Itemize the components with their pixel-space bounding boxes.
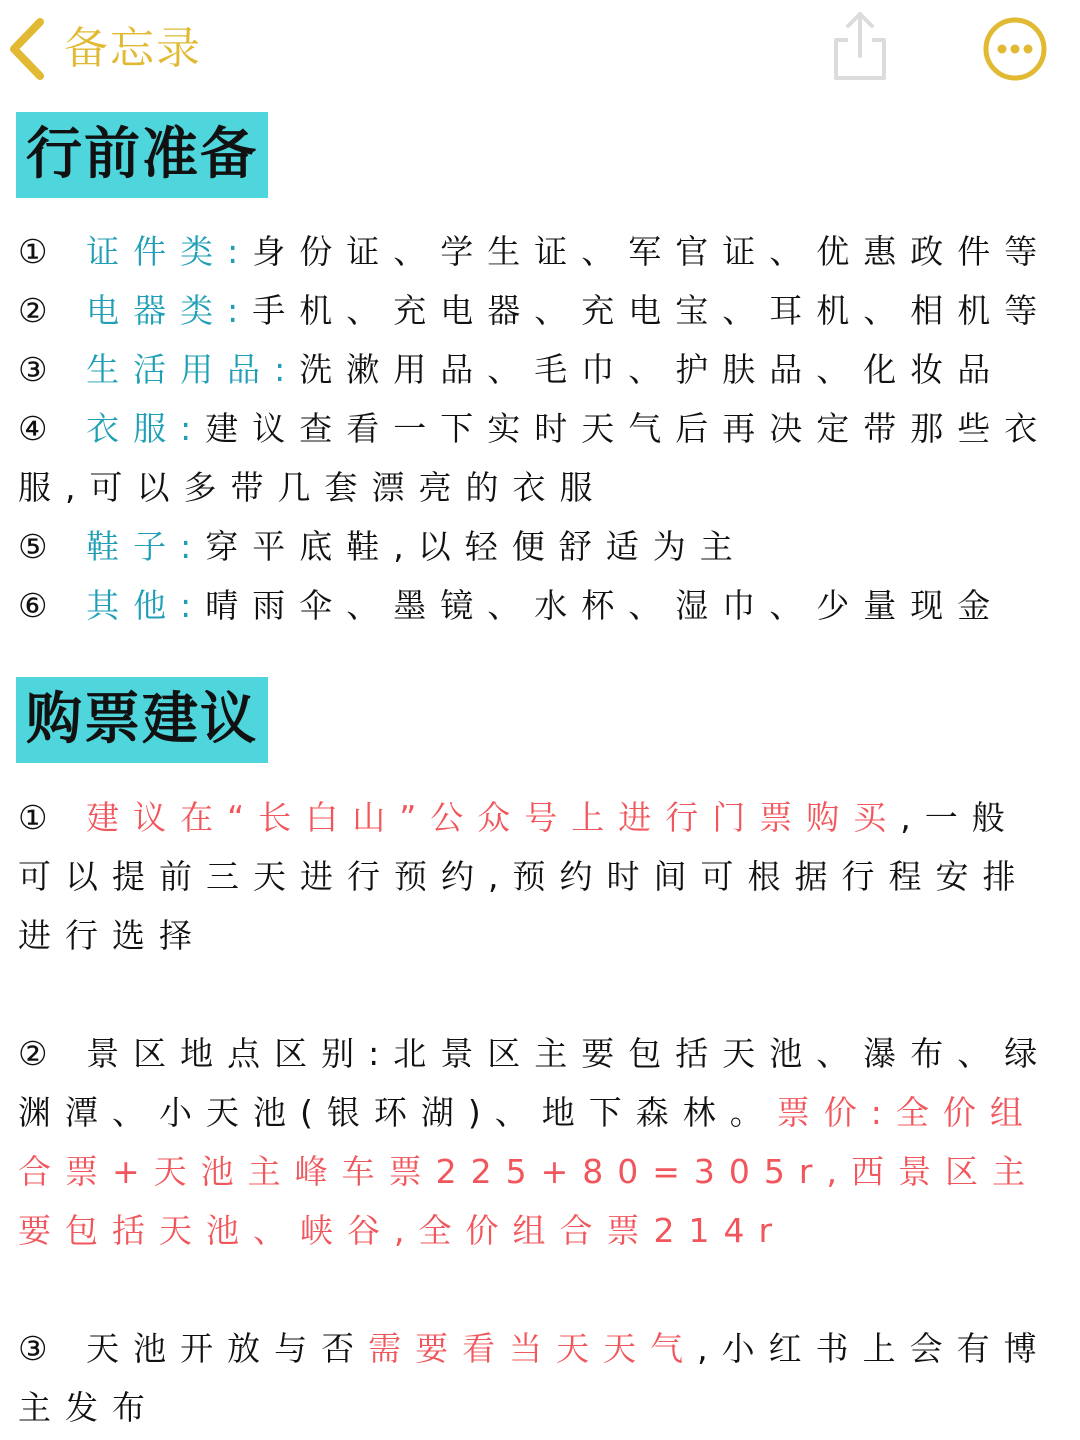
list-item — [18, 576, 1058, 635]
item-number: ① — [18, 232, 62, 271]
item-text: 手机、充电器、充电宝、耳机、相机等 — [252, 291, 1052, 330]
list-item — [18, 788, 1058, 965]
list-item — [18, 340, 1058, 399]
chevron-left-icon — [6, 16, 46, 82]
list-item — [18, 1319, 1058, 1437]
item-key: 证件类: — [86, 232, 253, 271]
ticket-tip-2 — [18, 1024, 1058, 1260]
item-highlight: 票价:全价组合票+天池主峰车票225+80=305r,西景区主要包括天池、峡谷,全价组合票214r — [18, 1093, 1039, 1250]
item-text: 身份证、学生证、军官证、优惠政件等 — [252, 232, 1052, 271]
item-number: ⑥ — [18, 586, 62, 625]
item-number: ② — [18, 1034, 62, 1073]
item-key: 衣服: — [86, 409, 206, 448]
list-item — [18, 281, 1058, 340]
share-icon — [828, 8, 892, 84]
list-item — [18, 222, 1058, 281]
share-button[interactable] — [828, 8, 892, 84]
nav-bar — [0, 0, 1080, 100]
item-number: ③ — [18, 350, 62, 389]
item-number: ① — [18, 798, 62, 837]
item-key: 鞋子: — [86, 527, 206, 566]
list-item — [18, 1024, 1058, 1260]
list-item — [18, 399, 1058, 517]
item-highlight: 需要看当天天气 — [368, 1329, 698, 1368]
item-highlight: 建议在“长白山”公众号上进行门票购买 — [86, 798, 901, 837]
list-item — [18, 517, 1058, 576]
item-number: ② — [18, 291, 62, 330]
item-key: 电器类: — [86, 291, 253, 330]
item-key: 其他: — [86, 586, 206, 625]
section-title-tickets: 购票建议 — [16, 677, 268, 763]
item-text: ,一般可以提前三天进行预约,预约时间可根据行程安排进行选择 — [18, 798, 1030, 955]
item-key: 生活用品: — [86, 350, 300, 389]
item-text: ,小红书上会有博主发布 — [18, 1329, 1051, 1427]
item-number: ③ — [18, 1329, 62, 1368]
prep-list — [18, 222, 1058, 635]
back-label: 备忘录 — [64, 23, 202, 74]
ticket-tip-1 — [18, 788, 1058, 965]
item-text: 晴雨伞、墨镜、水杯、湿巾、少量现金 — [205, 586, 1005, 625]
section-title-prep: 行前准备 — [16, 112, 268, 198]
item-text: 景区地点区别:北景区主要包括天池、瀑布、绿渊潭、小天池(银环湖)、地下森林。 — [18, 1034, 1052, 1132]
ticket-tip-3 — [18, 1319, 1058, 1437]
item-number: ⑤ — [18, 527, 62, 566]
item-number: ④ — [18, 409, 62, 448]
item-text: 建议查看一下实时天气后再决定带那些衣服,可以多带几套漂亮的衣服 — [18, 409, 1052, 507]
more-button[interactable] — [982, 16, 1048, 82]
more-icon — [982, 16, 1048, 82]
item-text: 洗漱用品、毛巾、护肤品、化妆品 — [299, 350, 1005, 389]
item-text: 穿平底鞋,以轻便舒适为主 — [205, 527, 747, 566]
back-button[interactable] — [6, 14, 202, 84]
item-text: 天池开放与否 — [86, 1329, 369, 1368]
